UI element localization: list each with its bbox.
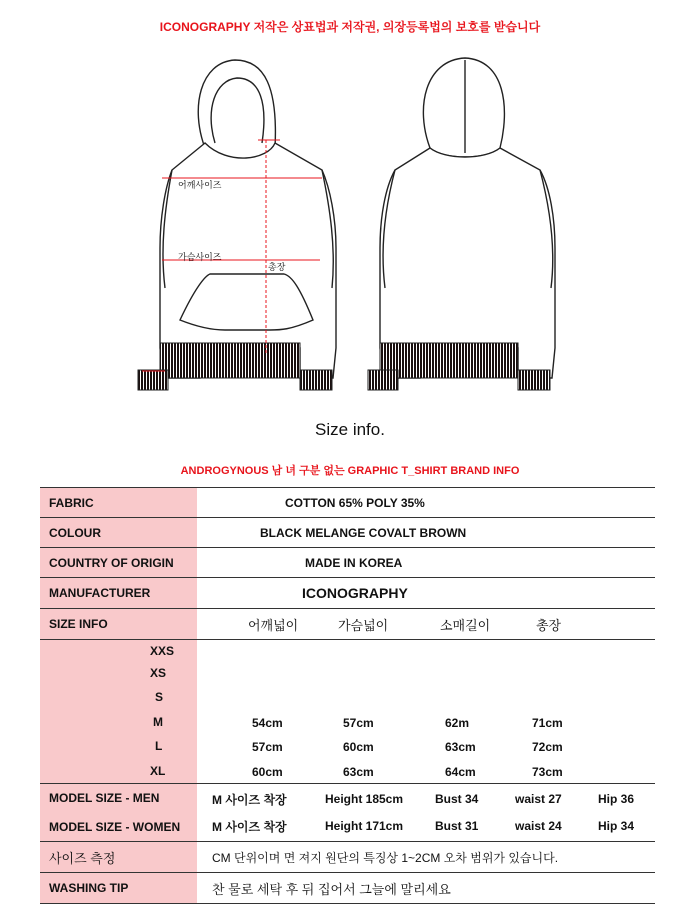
measure-row [40,841,655,872]
model-men-bust: Bust 34 [435,792,479,806]
front-left-cuff [138,370,168,390]
front-right-cuff [300,370,332,390]
washing-label: WASHING TIP [40,873,197,903]
back-hem-rib [380,343,518,378]
size-xxs: XXS [150,644,175,658]
size-table-body [40,639,655,783]
size-l: L [155,739,163,753]
xl-length: 73cm [532,765,563,779]
copyright-notice: ICONOGRAPHY 저작은 상표법과 저작권, 의장등록법의 보호를 받습니다 [159,20,541,34]
colour-label: COLOUR [40,518,197,547]
origin-label: COUNTRY OF ORIGIN [40,548,197,577]
l-sleeve: 63cm [445,740,476,754]
product-info-table [40,487,655,904]
xl-shoulder: 60cm [252,765,283,779]
size-xl: XL [150,764,166,778]
front-hem-rib [160,343,300,378]
measure-value: CM 단위이며 면 져지 원단의 특징상 1~2CM 오차 범위가 있습니다. [212,850,559,865]
m-chest: 57cm [343,716,374,730]
model-rows [40,783,655,841]
manufacturer-row [40,577,655,608]
back-left-cuff [368,370,398,390]
hoodie-back [380,58,555,378]
back-right-cuff [518,370,550,390]
model-labels [40,784,197,841]
model-men-size: M 사이즈 착장 [212,792,287,807]
model-women-bust: Bust 31 [435,819,479,833]
size-info-label: SIZE INFO [40,609,197,639]
size-header-row [40,608,655,639]
xl-sleeve: 64cm [445,765,476,779]
model-men-label: MODEL SIZE - MEN [49,791,160,806]
l-chest: 60cm [343,740,374,754]
origin-row [40,547,655,577]
origin-value: MADE IN KOREA [305,555,403,570]
hoodie-flat-sketch [0,48,700,408]
size-s: S [155,690,164,704]
m-shoulder: 54cm [252,716,283,730]
size-m: M [153,715,163,729]
length-label: 총장 [268,263,286,273]
washing-value: 찬 물로 세탁 후 뒤 집어서 그늘에 말리세요 [212,881,451,897]
model-men-height: Height 185cm [325,792,404,806]
size-xs: XS [150,666,167,680]
model-women-hip: Hip 34 [598,819,635,833]
model-men-waist: waist 27 [515,792,562,806]
model-women-waist: waist 24 [515,819,562,833]
fabric-value: COTTON 65% POLY 35% [285,495,425,510]
size-header-chest: 가슴넓이 [338,617,389,633]
size-column-bg [40,640,197,783]
fabric-row [40,487,655,517]
size-header-sleeve: 소매길이 [440,617,491,633]
brand-info-subtitle: ANDROGYNOUS 남 녀 구분 없는 GRAPHIC T_SHIRT BRAND INFO [180,465,520,477]
colour-value: BLACK MELANGE COVALT BROWN [260,525,467,540]
manufacturer-label: MANUFACTURER [40,578,197,608]
colour-row [40,517,655,547]
fabric-label: FABRIC [40,488,197,517]
hoodie-front [160,60,336,378]
m-length: 71cm [532,716,563,730]
measure-label: 사이즈 측정 [40,842,197,872]
model-women-height: Height 171cm [325,819,404,833]
model-women-label: MODEL SIZE - WOMEN [49,819,181,834]
chest-size-label: 가슴사이즈 [178,253,222,263]
manufacturer-value: ICONOGRAPHY [302,585,408,601]
m-sleeve: 62m [445,716,470,730]
model-men-hip: Hip 36 [598,792,635,806]
washing-row [40,872,655,904]
model-women-size: M 사이즈 착장 [212,819,287,834]
xl-chest: 63cm [343,765,374,779]
shoulder-size-label: 어깨사이즈 [178,181,222,191]
size-info-caption: Size info. [315,420,385,439]
size-header-shoulder: 어깨넓이 [248,617,299,633]
l-length: 72cm [532,740,563,754]
size-header-length: 총장 [536,617,562,633]
l-shoulder: 57cm [252,740,283,754]
